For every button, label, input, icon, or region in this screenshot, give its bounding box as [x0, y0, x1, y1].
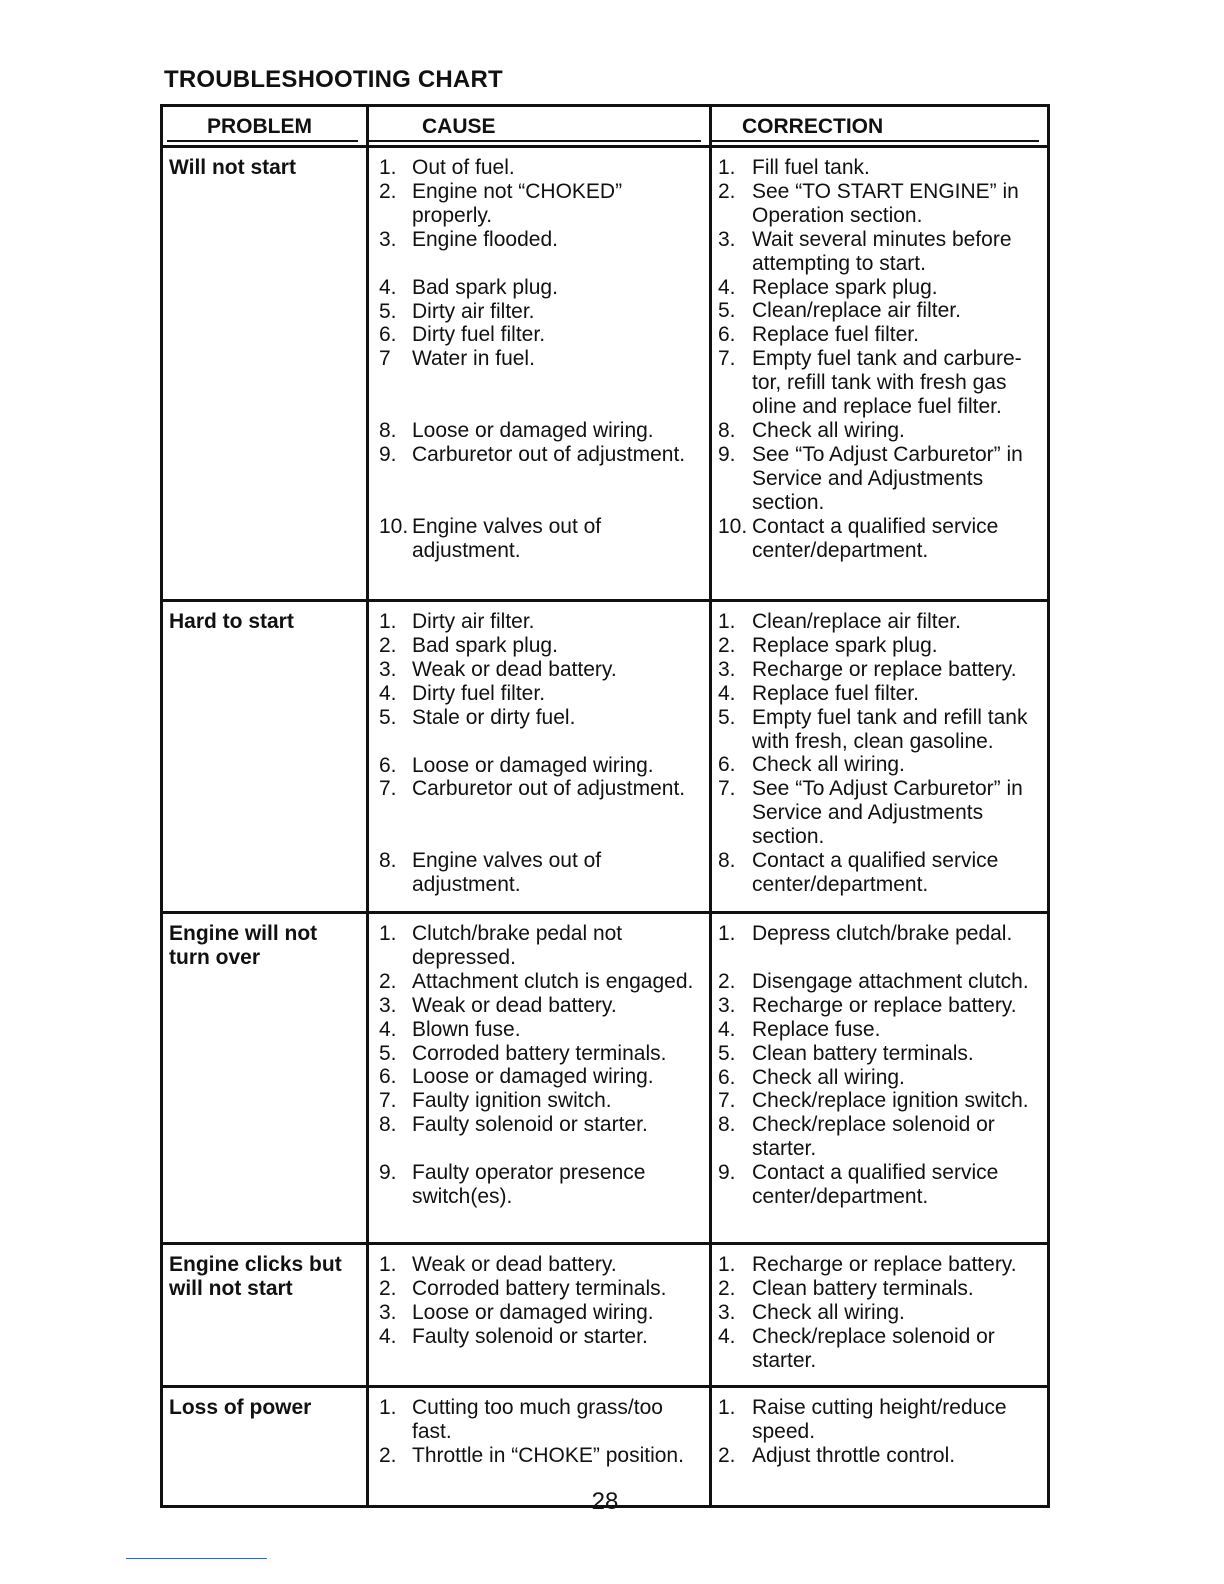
item-number: 1. [718, 922, 736, 945]
item-text: Wait several minutes before attempting to start. [752, 227, 1012, 275]
item-text: Clean battery terminals. [752, 1276, 974, 1300]
correction-item [712, 228, 1045, 276]
correction-item [712, 1444, 1045, 1468]
cause-item [369, 970, 707, 994]
item-text: Engine flooded. [412, 227, 558, 251]
correction-item [712, 634, 1045, 658]
item-number: 3. [718, 993, 736, 1017]
item-text: Check all wiring. [752, 753, 905, 777]
item-number: 2. [718, 969, 736, 993]
item-text: See “TO START ENGINE” in Operation section. [752, 179, 1019, 227]
cause-item [369, 1042, 707, 1066]
item-number: 9. [718, 442, 736, 466]
item-number: 3. [718, 657, 736, 681]
cause-item [369, 730, 707, 754]
item-number: 7. [718, 777, 736, 801]
cell-spacer [712, 1388, 1045, 1396]
item-number: 6. [718, 323, 736, 347]
item-text: Clean/replace air filter. [752, 610, 961, 633]
header-problem [162, 106, 368, 147]
item-number: 6. [379, 753, 397, 777]
item-text: Faulty solenoid or starter. [412, 1324, 648, 1348]
cause-item [369, 706, 707, 730]
item-text: Check/replace ignition switch. [752, 1089, 1029, 1113]
item-number [369, 801, 412, 825]
item-text: Engine valves out of adjustment. [412, 515, 602, 562]
cause-item [369, 634, 707, 658]
item-number: 3. [718, 1300, 736, 1324]
correction-item [712, 682, 1045, 706]
item-number: 1. [379, 156, 397, 179]
cause-item [369, 825, 707, 849]
table-row [162, 1244, 1049, 1387]
cause-item [369, 1301, 707, 1325]
cause-item [369, 395, 707, 419]
item-number: 8. [379, 419, 397, 443]
item-number: 8. [718, 1113, 736, 1137]
cause-item [369, 610, 707, 634]
item-number: 7. [718, 347, 736, 371]
cell-spacer [369, 914, 707, 922]
item-number: 1. [379, 922, 397, 945]
item-text: Loose or damaged wiring. [412, 1065, 654, 1089]
item-number: 2. [379, 1443, 397, 1467]
correction-item [712, 970, 1045, 994]
cell-spacer [369, 1245, 707, 1253]
cell-spacer [712, 148, 1045, 156]
item-number: 9. [379, 443, 397, 467]
cause-item [369, 228, 707, 252]
item-text: Contact a qualified service center/department. [752, 1161, 999, 1209]
item-text: See “To Adjust Carburetor” in Service and Adjustments section. [752, 777, 1023, 849]
cause-item [369, 252, 707, 276]
problem-label: Engine will not turn over [169, 922, 318, 969]
correction-item [712, 276, 1045, 300]
item-number [369, 371, 412, 395]
correction-item [712, 443, 1045, 515]
correction-item [712, 1277, 1045, 1301]
item-number: 7 [379, 347, 391, 371]
item-text: Carburetor out of adjustment. [412, 443, 686, 467]
item-text: Dirty air filter. [412, 610, 535, 633]
item-number: 4. [379, 275, 397, 299]
item-number: 4. [379, 1017, 397, 1041]
cause-item [369, 443, 707, 467]
item-number: 8. [379, 1113, 397, 1137]
item-text: Corroded battery terminals. [412, 1276, 667, 1300]
item-text: Empty fuel tank and carbure- tor, refill tank with fresh gas oline and replace fuel filter. [752, 347, 1022, 419]
item-number: 7. [718, 1089, 736, 1113]
correction-item [712, 1396, 1045, 1444]
item-text: Blown fuse. [412, 1017, 521, 1041]
item-text: Check all wiring. [752, 1300, 905, 1324]
cause-cell [368, 1244, 711, 1387]
item-number: 3. [379, 657, 397, 681]
item-number: 7. [379, 1089, 397, 1113]
correction-item [712, 180, 1045, 228]
correction-item [712, 777, 1045, 849]
table-row [162, 147, 1049, 601]
item-number: 4. [718, 275, 736, 299]
item-text: Raise cutting height/reduce speed. [752, 1396, 1007, 1443]
cause-item [369, 1089, 707, 1113]
item-text: Empty fuel tank and refill tank with fresh, clean gasoline. [752, 705, 1028, 753]
item-number: 1. [718, 1253, 736, 1276]
item-number: 2. [379, 1276, 397, 1300]
correction-item [712, 946, 1045, 970]
header-cause-label: CAUSE [369, 115, 701, 142]
table-row [162, 913, 1049, 1244]
item-number: 5. [379, 1041, 397, 1065]
header-cause [368, 106, 711, 147]
correction-item [712, 1113, 1045, 1161]
cause-item [369, 1137, 707, 1161]
item-number: 4. [379, 1324, 397, 1348]
item-number: 1. [379, 610, 397, 633]
item-number: 2. [718, 1276, 736, 1300]
correction-item [712, 1066, 1045, 1090]
item-number: 4. [718, 681, 736, 705]
item-number [369, 730, 412, 754]
item-text: Check/replace solenoid or starter. [752, 1324, 995, 1372]
cause-item [369, 849, 707, 897]
item-text: Dirty fuel filter. [412, 681, 546, 705]
correction-item [712, 658, 1045, 682]
item-text: Faulty operator presence switch(es). [412, 1161, 646, 1209]
header-correction-label: CORRECTION [712, 115, 1039, 142]
item-text [412, 371, 707, 395]
cause-item [369, 777, 707, 801]
item-number: 6. [718, 1065, 736, 1089]
item-number: 2. [379, 179, 397, 203]
item-number [369, 1137, 412, 1161]
cause-item [369, 347, 707, 371]
item-text: Depress clutch/brake pedal. [752, 922, 1013, 945]
item-number [369, 825, 412, 849]
cause-item [369, 1325, 707, 1349]
cell-spacer [712, 602, 1045, 610]
item-number: 5. [718, 299, 736, 323]
item-number: 1. [718, 156, 736, 179]
item-number: 8. [379, 849, 397, 873]
item-text: Stale or dirty fuel. [412, 705, 576, 729]
table-row [162, 601, 1049, 913]
item-number: 4. [718, 1017, 736, 1041]
correction-item [712, 922, 1045, 946]
item-text: Bad spark plug. [412, 275, 558, 299]
item-number [369, 252, 412, 276]
item-text: Weak or dead battery. [412, 993, 617, 1017]
item-number: 8. [718, 849, 736, 873]
item-number: 1. [379, 1253, 397, 1276]
cause-item [369, 1396, 707, 1444]
cause-item [369, 467, 707, 491]
item-text: Corroded battery terminals. [412, 1041, 667, 1065]
cause-item [369, 180, 707, 228]
item-text: Fill fuel tank. [752, 156, 870, 179]
item-text: Carburetor out of adjustment. [412, 777, 686, 801]
cause-cell [368, 601, 711, 913]
item-text: Clean battery terminals. [752, 1041, 974, 1065]
item-number: 1. [379, 1396, 397, 1419]
item-text: Attachment clutch is engaged. [412, 969, 694, 993]
item-text: Recharge or replace battery. [752, 993, 1017, 1017]
item-text: Weak or dead battery. [412, 657, 617, 681]
item-number: 2. [718, 1443, 736, 1467]
item-number: 10. [379, 515, 409, 539]
cell-spacer [712, 1245, 1045, 1253]
cause-item [369, 1444, 707, 1468]
item-number: 6. [379, 323, 397, 347]
correction-item [712, 1161, 1045, 1209]
page-title: TROUBLESHOOTING CHART [164, 66, 503, 93]
item-text: Clutch/brake pedal not depressed. [412, 922, 623, 969]
correction-item [712, 1253, 1045, 1277]
item-text: Cutting too much grass/too fast. [412, 1396, 663, 1443]
item-number: 9. [379, 1161, 397, 1185]
item-text: Dirty fuel filter. [412, 323, 546, 347]
item-text: Check/replace solenoid or starter. [752, 1113, 995, 1161]
item-number: 8. [718, 418, 736, 442]
cell-spacer [169, 1245, 360, 1253]
item-number: 2. [379, 633, 397, 657]
problem-label: Hard to start [169, 610, 294, 633]
correction-item [712, 347, 1045, 419]
item-text: Replace fuel filter. [752, 323, 919, 347]
cause-item [369, 994, 707, 1018]
cell-spacer [169, 1388, 360, 1396]
item-text: Clean/replace air filter. [752, 299, 961, 323]
correction-item [712, 323, 1045, 347]
item-text [412, 1137, 707, 1161]
cell-spacer [369, 1388, 707, 1396]
item-text: Faulty ignition switch. [412, 1089, 612, 1113]
item-text [412, 491, 707, 515]
correction-item [712, 1089, 1045, 1113]
item-number [369, 395, 412, 419]
item-text [412, 467, 707, 491]
item-text: Replace fuse. [752, 1017, 881, 1041]
correction-item [712, 1301, 1045, 1325]
item-number: 5. [718, 705, 736, 729]
correction-item [712, 299, 1045, 323]
correction-item [712, 515, 1045, 563]
cause-item [369, 1065, 707, 1089]
cause-cell [368, 913, 711, 1244]
cause-item [369, 1277, 707, 1301]
correction-item [712, 753, 1045, 777]
cell-spacer [369, 602, 707, 610]
correction-item [712, 849, 1045, 897]
cause-item [369, 515, 707, 563]
item-number: 6. [379, 1065, 397, 1089]
item-number: 4. [718, 1324, 736, 1348]
correction-cell [711, 147, 1049, 601]
item-number [712, 946, 752, 970]
problem-cell [162, 1244, 368, 1387]
item-text: Contact a qualified service center/department. [752, 514, 999, 562]
cause-item [369, 754, 707, 778]
correction-item [712, 156, 1045, 180]
item-text: Adjust throttle control. [752, 1443, 956, 1467]
header-problem-label: PROBLEM [167, 115, 358, 142]
item-number: 5. [718, 1041, 736, 1065]
cause-item [369, 1161, 707, 1209]
correction-item [712, 610, 1045, 634]
item-text: Weak or dead battery. [412, 1253, 617, 1276]
item-text: Disengage attachment clutch. [752, 969, 1029, 993]
cause-item [369, 1253, 707, 1277]
item-text: Recharge or replace battery. [752, 657, 1017, 681]
correction-cell [711, 601, 1049, 913]
item-text: Throttle in “CHOKE” position. [412, 1443, 684, 1467]
cause-item [369, 323, 707, 347]
item-number: 1. [718, 1396, 736, 1419]
item-text: Out of fuel. [412, 156, 515, 179]
item-number: 6. [718, 753, 736, 777]
cause-item [369, 1113, 707, 1137]
page-number: 28 [591, 1488, 619, 1515]
item-text: Replace spark plug. [752, 633, 938, 657]
cause-item [369, 300, 707, 324]
cell-spacer [169, 602, 360, 610]
item-text: Check all wiring. [752, 418, 905, 442]
cell-spacer [169, 914, 360, 922]
cause-item [369, 801, 707, 825]
item-text: See “To Adjust Carburetor” in Service and Adjustments section. [752, 442, 1023, 514]
table-body [162, 147, 1049, 1507]
item-text: Replace spark plug. [752, 275, 938, 299]
problem-label: Will not start [169, 156, 296, 179]
correction-item [712, 1042, 1045, 1066]
item-number [369, 467, 412, 491]
item-number: 2. [718, 179, 736, 203]
item-text: Water in fuel. [412, 347, 535, 371]
item-number: 1. [718, 610, 736, 633]
correction-item [712, 419, 1045, 443]
cell-spacer [169, 148, 360, 156]
cause-item [369, 276, 707, 300]
item-number [369, 491, 412, 515]
item-number: 3. [379, 993, 397, 1017]
item-text [412, 395, 707, 419]
item-text [412, 730, 707, 754]
correction-item [712, 994, 1045, 1018]
cause-item [369, 419, 707, 443]
item-text: Bad spark plug. [412, 633, 558, 657]
item-number: 2. [379, 969, 397, 993]
cause-item [369, 922, 707, 970]
cause-item [369, 1018, 707, 1042]
item-number: 3. [379, 227, 397, 251]
correction-cell [711, 1244, 1049, 1387]
item-number: 10. [718, 514, 748, 538]
correction-item [712, 1018, 1045, 1042]
cause-item [369, 682, 707, 706]
item-number: 3. [718, 227, 736, 251]
table-header-row [162, 106, 1049, 147]
item-text: Loose or damaged wiring. [412, 753, 654, 777]
item-text [412, 252, 707, 276]
item-text: Check all wiring. [752, 1065, 905, 1089]
correction-item [712, 1325, 1045, 1373]
item-text [412, 801, 707, 825]
item-text: Loose or damaged wiring. [412, 419, 654, 443]
item-text [412, 825, 707, 849]
item-text: Faulty solenoid or starter. [412, 1113, 648, 1137]
cause-cell [368, 147, 711, 601]
item-text: Replace fuel filter. [752, 681, 919, 705]
correction-item [712, 706, 1045, 754]
correction-cell [711, 913, 1049, 1244]
problem-cell [162, 913, 368, 1244]
troubleshooting-table [160, 104, 1050, 1508]
item-number: 2. [718, 633, 736, 657]
item-number: 5. [379, 299, 397, 323]
header-correction [711, 106, 1049, 147]
item-text: Contact a qualified service center/department. [752, 849, 999, 896]
item-text: Loose or damaged wiring. [412, 1300, 654, 1324]
cause-item [369, 491, 707, 515]
item-number: 7. [379, 777, 397, 801]
problem-label: Loss of power [169, 1396, 312, 1419]
item-text [752, 946, 1045, 970]
cell-spacer [712, 914, 1045, 922]
item-number: 3. [379, 1300, 397, 1324]
problem-cell [162, 147, 368, 601]
item-text: Engine not “CHOKED” properly. [412, 179, 623, 227]
cause-item [369, 371, 707, 395]
item-text: Dirty air filter. [412, 299, 535, 323]
item-text: Engine valves out of adjustment. [412, 849, 602, 897]
item-text: Recharge or replace battery. [752, 1253, 1017, 1276]
cause-item [369, 658, 707, 682]
problem-label: Engine clicks but will not start [169, 1253, 342, 1300]
footer-rule [126, 1558, 267, 1559]
item-number: 5. [379, 705, 397, 729]
cause-item [369, 156, 707, 180]
item-number: 4. [379, 681, 397, 705]
problem-cell [162, 601, 368, 913]
item-number: 9. [718, 1161, 736, 1185]
cell-spacer [369, 148, 707, 156]
